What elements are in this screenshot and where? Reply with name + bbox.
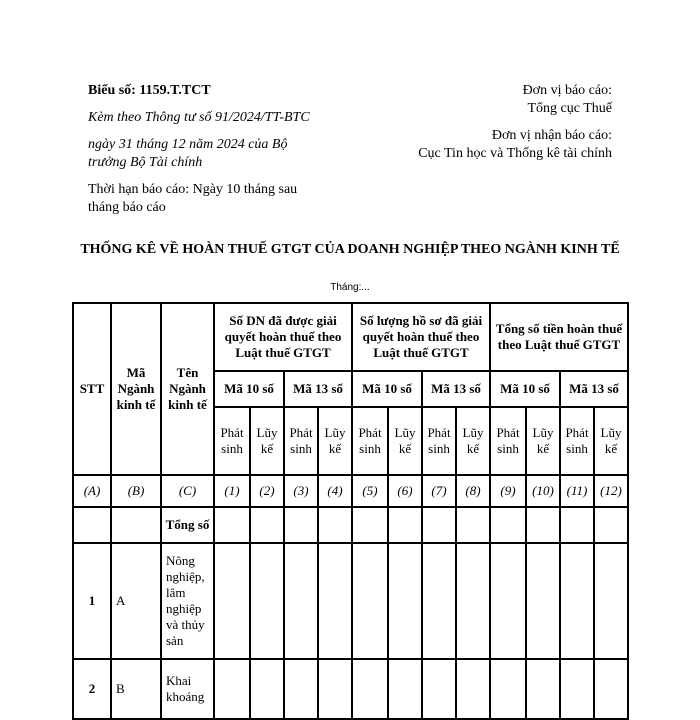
table-cell	[490, 543, 526, 659]
luy-ke-header: Lũy kế	[456, 407, 490, 475]
group2-ma10-header: Mã 10 số	[352, 371, 422, 407]
refund-amount-header: Tổng số tiền hoàn thuế theo Luật thuế GTGT	[490, 303, 628, 371]
report-month: Tháng:...	[330, 282, 370, 293]
group1-ma13-header: Mã 13 số	[284, 371, 352, 407]
column-code: (7)	[422, 475, 456, 507]
table-cell	[388, 507, 422, 543]
table-cell	[318, 659, 352, 719]
table-cell	[73, 507, 111, 543]
table-cell	[456, 543, 490, 659]
dossier-count-header: Số lượng hồ sơ đã giải quyết hoàn thuế theo Luật thuế GTGT	[352, 303, 490, 371]
luy-ke-header: Lũy kế	[318, 407, 352, 475]
table-cell	[250, 659, 284, 719]
column-code: (A)	[73, 475, 111, 507]
table-cell	[214, 507, 250, 543]
table-cell	[526, 507, 560, 543]
table-cell	[284, 507, 318, 543]
column-code: (2)	[250, 475, 284, 507]
column-code: (3)	[284, 475, 318, 507]
table-cell	[594, 659, 628, 719]
table-row	[73, 543, 628, 659]
table-cell	[318, 543, 352, 659]
table-cell	[388, 543, 422, 659]
table-cell	[594, 507, 628, 543]
column-code: (B)	[111, 475, 161, 507]
receiving-unit-label: Đơn vị nhận báo cáo:	[491, 128, 612, 143]
receiving-unit: Cục Tin học và Thống kê tài chính	[418, 146, 612, 161]
row-industry-name: Nông nghiệp, lâm nghiệp và thủy sản	[161, 543, 214, 659]
table-cell	[456, 659, 490, 719]
luy-ke-header: Lũy kế	[594, 407, 628, 475]
column-code-row	[73, 475, 628, 507]
column-code: (12)	[594, 475, 628, 507]
phat-sinh-header: Phát sinh	[490, 407, 526, 475]
table-row	[73, 659, 628, 719]
column-code: (6)	[388, 475, 422, 507]
table-cell	[526, 543, 560, 659]
table-cell	[594, 543, 628, 659]
form-number-label: Biểu số:	[88, 83, 136, 98]
table-cell	[250, 507, 284, 543]
group3-ma10-header: Mã 10 số	[490, 371, 560, 407]
deadline-text: Thời hạn báo cáo: Ngày 10 tháng sau tháng báo cáo	[88, 182, 298, 215]
table-cell	[250, 543, 284, 659]
industry-code-header: Mã Ngành kinh tế	[111, 303, 161, 475]
column-code: (8)	[456, 475, 490, 507]
column-code: (10)	[526, 475, 560, 507]
total-label: Tổng số	[161, 507, 214, 543]
row-industry-code: B	[111, 659, 161, 719]
table-cell	[490, 507, 526, 543]
luy-ke-header: Lũy kế	[526, 407, 560, 475]
group1-ma10-header: Mã 10 số	[214, 371, 284, 407]
table-cell	[284, 659, 318, 719]
table-cell	[111, 507, 161, 543]
column-code: (1)	[214, 475, 250, 507]
column-code: (C)	[161, 475, 214, 507]
phat-sinh-header: Phát sinh	[422, 407, 456, 475]
reporting-unit: Tổng cục Thuế	[527, 101, 612, 116]
enterprise-count-header: Số DN đã được giải quyết hoàn thuế theo Luật thuế GTGT	[214, 303, 352, 371]
phat-sinh-header: Phát sinh	[560, 407, 594, 475]
form-number: 1159.T.TCT	[139, 83, 211, 98]
issue-date-text: ngày 31 tháng 12 năm 2024 của Bộ trưởng Bộ Tài chính	[88, 137, 288, 170]
luy-ke-header: Lũy kế	[388, 407, 422, 475]
phat-sinh-header: Phát sinh	[352, 407, 388, 475]
column-code: (5)	[352, 475, 388, 507]
table-cell	[490, 659, 526, 719]
table-cell	[352, 659, 388, 719]
table-cell	[352, 507, 388, 543]
header-right	[372, 82, 612, 172]
phat-sinh-header: Phát sinh	[284, 407, 318, 475]
attachment-text: Kèm theo Thông tư số 91/2024/TT-BTC	[88, 110, 310, 125]
row-stt: 1	[73, 543, 111, 659]
table-cell	[560, 659, 594, 719]
row-industry-code: A	[111, 543, 161, 659]
table-cell	[422, 659, 456, 719]
table-cell	[214, 659, 250, 719]
table-cell	[388, 659, 422, 719]
table-cell	[422, 543, 456, 659]
group2-ma13-header: Mã 13 số	[422, 371, 490, 407]
table-cell	[422, 507, 456, 543]
group3-ma13-header: Mã 13 số	[560, 371, 628, 407]
table-cell	[456, 507, 490, 543]
reporting-unit-label: Đơn vị báo cáo:	[522, 83, 612, 98]
statistics-table	[72, 302, 629, 720]
stt-header: STT	[73, 303, 111, 475]
column-code: (11)	[560, 475, 594, 507]
phat-sinh-header: Phát sinh	[214, 407, 250, 475]
table-cell	[318, 507, 352, 543]
table-cell	[284, 543, 318, 659]
table-cell	[560, 543, 594, 659]
column-code: (9)	[490, 475, 526, 507]
row-industry-name: Khai khoáng	[161, 659, 214, 719]
form-number-line	[88, 82, 326, 100]
table-cell	[352, 543, 388, 659]
industry-name-header: Tên Ngành kinh tế	[161, 303, 214, 475]
table-cell	[560, 507, 594, 543]
column-code: (4)	[318, 475, 352, 507]
total-row	[73, 507, 628, 543]
luy-ke-header: Lũy kế	[250, 407, 284, 475]
table-cell	[214, 543, 250, 659]
table-cell	[526, 659, 560, 719]
report-title: THỐNG KÊ VỀ HOÀN THUẾ GTGT CỦA DOANH NGHIỆP THEO NGÀNH KINH TẾ	[80, 242, 620, 257]
row-stt: 2	[73, 659, 111, 719]
header-left	[88, 82, 326, 217]
